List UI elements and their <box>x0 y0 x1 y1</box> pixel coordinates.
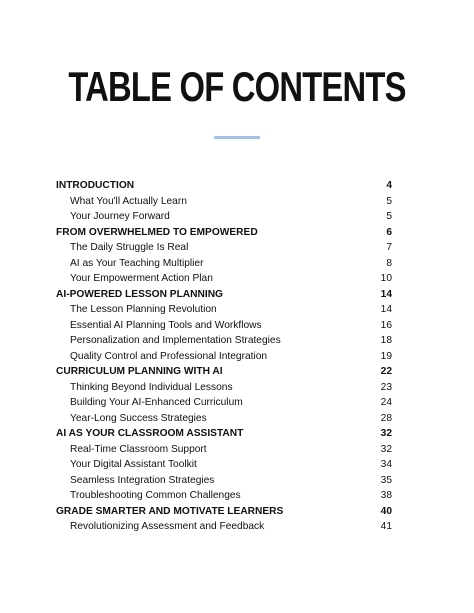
toc-entry-label: The Daily Struggle Is Real <box>70 242 189 253</box>
toc-chapter-entry[interactable] <box>56 178 392 194</box>
toc-page-number: 5 <box>386 195 392 207</box>
toc-chapter-entry[interactable] <box>56 287 392 303</box>
toc-page-number: 41 <box>380 521 392 532</box>
toc-entry-label: Your Journey Forward <box>70 211 170 222</box>
toc-section-entry[interactable] <box>56 318 392 334</box>
toc-section-entry[interactable] <box>56 333 392 349</box>
toc-section-entry[interactable] <box>56 488 392 504</box>
toc-entry-label: Thinking Beyond Individual Lessons <box>70 381 233 393</box>
toc-section-entry[interactable] <box>56 442 392 458</box>
table-of-contents <box>56 178 392 535</box>
toc-page-number: 38 <box>380 490 392 501</box>
toc-entry-label: FROM OVERWHELMED TO EMPOWERED <box>56 226 258 238</box>
toc-entry-label: AI as Your Teaching Multiplier <box>70 257 204 269</box>
toc-page-number: 14 <box>380 288 392 300</box>
toc-entry-label: Real-Time Classroom Support <box>70 443 207 455</box>
toc-entry-label: Quality Control and Professional Integration <box>70 350 268 362</box>
toc-page-number: 24 <box>380 397 392 408</box>
toc-page-number: 19 <box>380 350 392 362</box>
toc-page-number: 28 <box>380 412 392 424</box>
toc-section-entry[interactable] <box>56 380 392 396</box>
toc-entry-label: INTRODUCTION <box>56 180 135 191</box>
toc-section-entry[interactable] <box>56 209 392 225</box>
toc-entry-label: AI AS YOUR CLASSROOM ASSISTANT <box>56 428 244 439</box>
toc-page-number: 18 <box>380 335 392 346</box>
toc-page-number: 34 <box>380 459 392 470</box>
toc-page-number: 7 <box>386 242 392 253</box>
toc-page-number: 16 <box>380 319 392 331</box>
toc-section-entry[interactable] <box>56 256 392 272</box>
toc-entry-label: Seamless Integration Strategies <box>70 474 215 486</box>
toc-entry-label: Revolutionizing Assessment and Feedback <box>70 521 265 532</box>
toc-entry-label: The Lesson Planning Revolution <box>70 304 217 315</box>
toc-section-entry[interactable] <box>56 349 392 365</box>
toc-section-entry[interactable] <box>56 194 392 210</box>
page-title: TABLE OF CONTENTS <box>68 63 406 110</box>
toc-page-number: 32 <box>380 428 392 439</box>
toc-page-number: 10 <box>380 273 392 284</box>
toc-page-number: 32 <box>380 443 392 455</box>
toc-chapter-entry[interactable] <box>56 364 392 380</box>
toc-entry-label: Year-Long Success Strategies <box>70 412 207 424</box>
toc-entry-label: What You'll Actually Learn <box>70 195 187 207</box>
toc-section-entry[interactable] <box>56 519 392 535</box>
toc-page-number: 35 <box>380 474 392 486</box>
toc-entry-label: CURRICULUM PLANNING WITH AI <box>56 366 223 377</box>
toc-chapter-entry[interactable] <box>56 225 392 241</box>
toc-section-entry[interactable] <box>56 411 392 427</box>
toc-section-entry[interactable] <box>56 240 392 256</box>
toc-page-number: 40 <box>380 505 392 517</box>
toc-section-entry[interactable] <box>56 395 392 411</box>
toc-entry-label: AI-POWERED LESSON PLANNING <box>56 288 223 300</box>
toc-page-number: 23 <box>380 381 392 393</box>
toc-page-number: 6 <box>386 226 392 238</box>
toc-page-number: 14 <box>380 304 392 315</box>
toc-entry-label: Troubleshooting Common Challenges <box>70 490 241 501</box>
toc-entry-label: GRADE SMARTER AND MOTIVATE LEARNERS <box>56 505 284 517</box>
toc-entry-label: Essential AI Planning Tools and Workflows <box>70 319 262 331</box>
toc-entry-label: Your Digital Assistant Toolkit <box>70 459 197 470</box>
toc-page-number: 4 <box>386 180 392 191</box>
toc-section-entry[interactable] <box>56 302 392 318</box>
title-divider <box>214 136 260 139</box>
toc-chapter-entry[interactable] <box>56 504 392 520</box>
toc-page-number: 5 <box>386 211 392 222</box>
toc-entry-label: Building Your AI-Enhanced Curriculum <box>70 397 243 408</box>
toc-section-entry[interactable] <box>56 473 392 489</box>
toc-page-number: 22 <box>380 366 392 377</box>
toc-chapter-entry[interactable] <box>56 426 392 442</box>
toc-page-number: 8 <box>386 257 392 269</box>
toc-section-entry[interactable] <box>56 457 392 473</box>
toc-section-entry[interactable] <box>56 271 392 287</box>
toc-entry-label: Personalization and Implementation Strategies <box>70 335 281 346</box>
toc-entry-label: Your Empowerment Action Plan <box>70 273 213 284</box>
